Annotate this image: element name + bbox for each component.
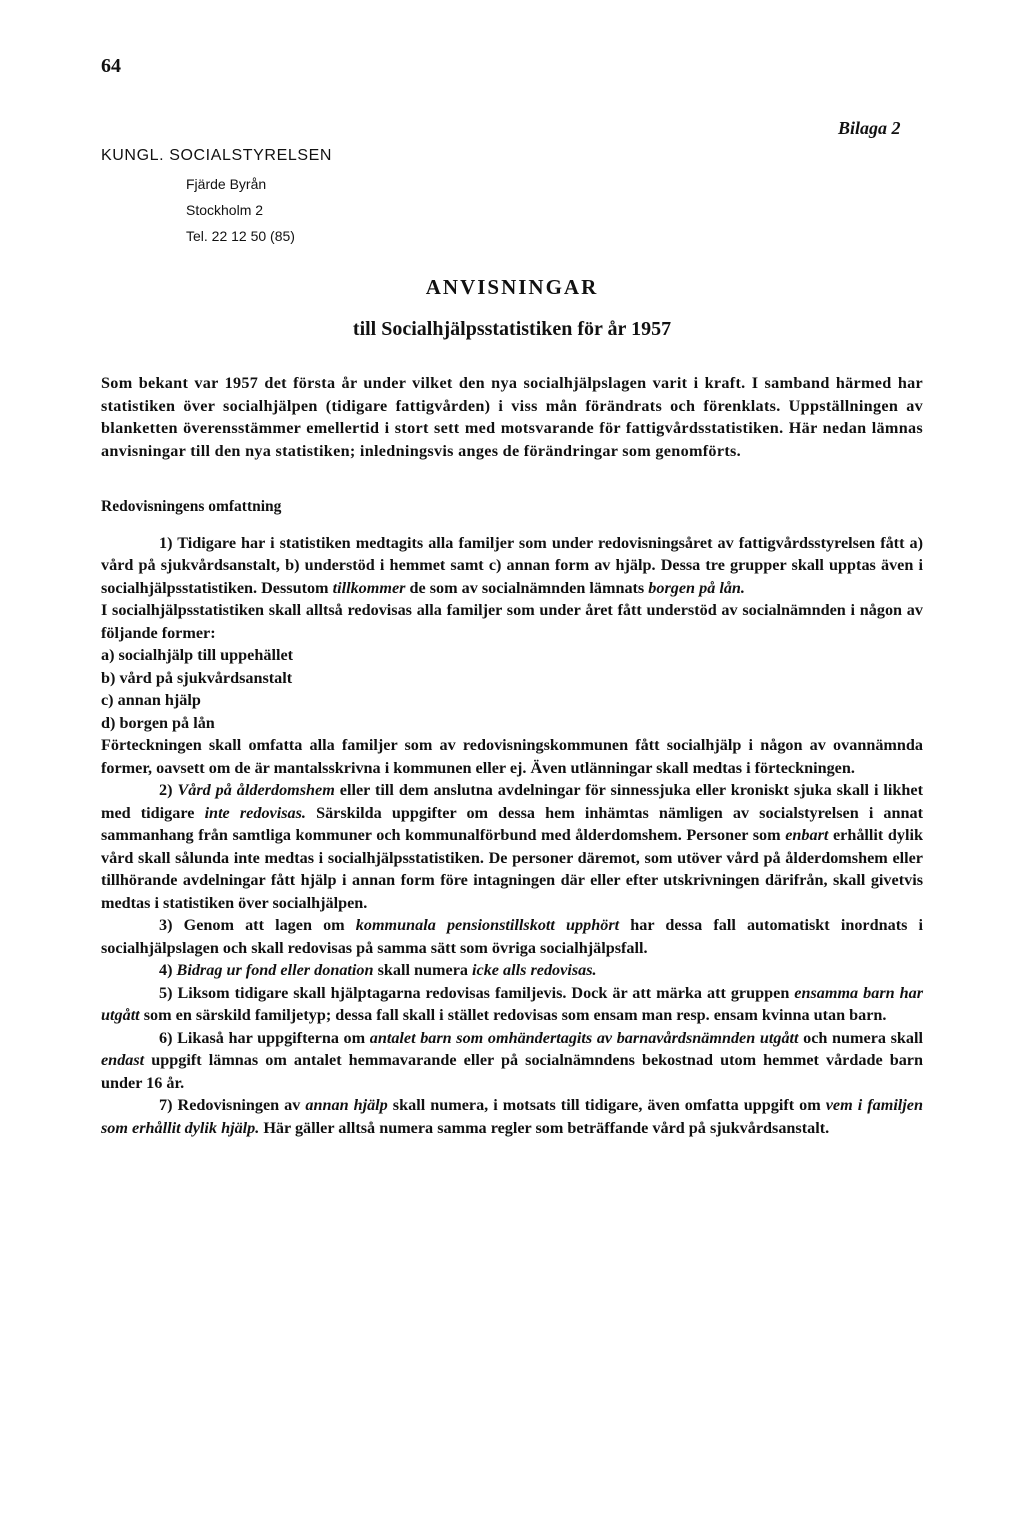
p7-emphasis-b: annan hjälp	[305, 1096, 388, 1114]
paragraph-7	[101, 1094, 923, 1139]
p2-text-c: eller till dem anslutna avdelningar för sinnessjuka eller kroniskt sjuka skall i likhet med tidigare	[101, 781, 924, 822]
p2-text-e: Särskilda uppgifter om dessa hem inhämtas nämligen av socialstyrelsen i annat sammanhang från samtliga kommuner och kommunalförbund med ålderdomshem. Personer som	[101, 803, 924, 844]
p4-text-c: skall numera	[373, 961, 473, 979]
p5-text-a: 5) Liksom tidigare skall hjälptagarna redovisas familjevis. Dock är att märka att gruppen	[159, 983, 795, 1002]
p1-text-c: de som av socialnämnden lämnats	[405, 578, 649, 597]
paragraph-2	[101, 779, 923, 914]
p3-text-a: 3) Genom att lagen om	[159, 916, 356, 934]
paragraph-4	[101, 959, 923, 982]
p7-text-c: skall numera, i motsats till tidigare, även omfatta uppgift om	[387, 1096, 826, 1114]
intro-paragraph: Som bekant var 1957 det första år under vilket den nya socialhjälpslagen varit i kraft. I samband härmed har statistiken över socialhjälpen (tidigare fattigvården) i viss mån förändrats och förenklats. Uppställningen av blanketten överensstämmer emellertid i stort sett med motsvarande för fattigvårdsstatistiken. Här nedan lämnas anvisningar till den nya statistiken; inledningsvis anges de förändringar som genomförts.	[101, 374, 923, 460]
p2-text-g: erhållit dylik vård skall sålunda inte medtas i socialhjälpsstatistiken. De personer däremot, som utöver vård på ålderdomshem eller tillhörande avdelningar fått hjälp i annan form före intagningen där eller efter utskrivningen därifrån, skall givetvis medtas i statistiken över socialhjälpen.	[101, 826, 923, 912]
document-subtitle: till Socialhjälpsstatistiken för år 1957	[352, 318, 672, 340]
p3-text-c: har dessa fall automatiskt inordnats i socialhjälpslagen och skall redovisas på samma sätt som övriga socialhjälpsfall.	[101, 916, 924, 957]
p2-emphasis-b: Vård på ålderdomshem	[177, 781, 335, 799]
p3-emphasis-b: kommunala pensionstillskott upphört	[355, 916, 620, 934]
p6-text-e: uppgift lämnas om antalet hemmavarande eller på socialnämndens bekostnad utom hemmet vårdade barn under 16 år.	[101, 1051, 923, 1092]
p6-text-c: och numera skall	[798, 1028, 923, 1047]
p7-text-e: Här gäller alltså numera samma regler som beträffande vård på sjukvårdsanstalt.	[259, 1118, 830, 1137]
p4-emphasis-d: icke alls redovisas.	[472, 961, 597, 979]
p7-text-a: 7) Redovisningen av	[159, 1096, 306, 1114]
paragraph-5	[101, 982, 923, 1027]
city-address: Stockholm 2	[186, 202, 264, 218]
p6-text-a: 6) Likaså har uppgifterna om	[159, 1028, 370, 1047]
appendix-label: Bilaga 2	[838, 118, 901, 138]
p5-text-c: som en särskild familjetyp; dessa fall skall i stället redovisas som ensam man resp. ensam kvinna utan barn.	[139, 1006, 887, 1024]
paragraph-3	[101, 914, 923, 959]
p6-emphasis-d: endast	[101, 1051, 145, 1069]
p4-text-a: 4)	[159, 961, 177, 979]
p4-emphasis-b: Bidrag ur fond eller donation	[176, 961, 374, 979]
paragraph-1-continued: I socialhjälpsstatistiken skall alltså redovisas alla familjer som under året fått understöd av socialnämnden i någon av följande former:	[101, 601, 923, 642]
form-item-a: a) socialhjälp till uppehället	[101, 646, 294, 664]
paragraph-1	[101, 532, 923, 600]
p1-emphasis-b: tillkommer	[332, 578, 406, 597]
p6-emphasis-b: antalet barn som omhändertagits av barnavårdsnämnden utgått	[369, 1028, 799, 1047]
section-heading: Redovisningens omfattning	[101, 498, 282, 515]
form-item-c: c) annan hjälp	[101, 691, 201, 709]
organization-name: KUNGL. SOCIALSTYRELSEN	[101, 147, 333, 164]
p2-emphasis-f: enbart	[785, 826, 829, 844]
page-number: 64	[101, 55, 121, 77]
p7-emphasis-d: vem i familjen som erhållit dylik hjälp.	[101, 1096, 923, 1137]
paragraph-6	[101, 1027, 923, 1095]
document-title: ANVISNINGAR	[425, 275, 599, 299]
p2-text-a: 2)	[159, 781, 178, 799]
p2-emphasis-d: inte redovisas.	[204, 803, 306, 822]
paragraph-1-after: Förteckningen skall omfatta alla familjer som av redovisningskommunen fått socialhjälp i någon av ovannämnda former, oavsett om de är mantalsskrivna i kommunen eller ej. Även utlänningar skall medtas i förteckningen.	[101, 736, 923, 777]
phone-number: Tel. 22 12 50 (85)	[186, 228, 295, 244]
form-item-d: d) borgen på lån	[101, 713, 215, 732]
form-item-b: b) vård på sjukvårdsanstalt	[101, 668, 293, 687]
p1-text-a: 1) Tidigare har i statistiken medtagits alla familjer som under redovisningsåret av fattigvårdsstyrelsen fått a) vård på sjukvårdsanstalt, b) understöd i hemmet samt c) annan form av hjälp. Dessa tre grupper skall upptas även i socialhjälpsstatistiken. Dessutom	[101, 533, 923, 597]
document-body	[101, 372, 923, 1139]
p1-emphasis-d: borgen på lån.	[648, 578, 745, 597]
department-name: Fjärde Byrån	[186, 176, 267, 192]
p5-emphasis-b: ensamma barn har utgått	[101, 983, 923, 1024]
